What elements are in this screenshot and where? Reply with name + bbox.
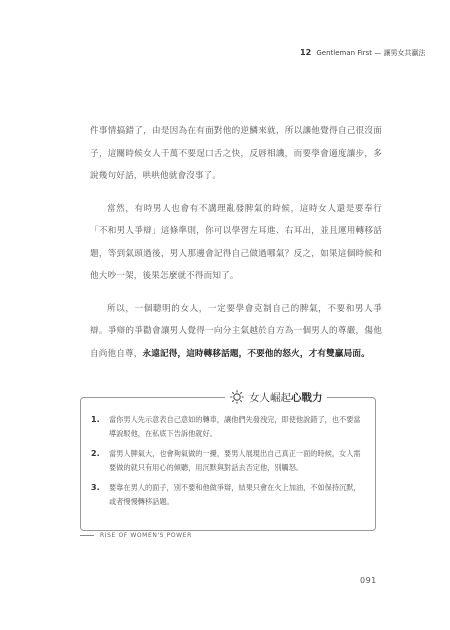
running-header (300, 48, 426, 58)
gear-icon (229, 389, 245, 405)
paragraph (90, 120, 382, 188)
paragraph-text: 件事情搞錯了，由是因為在有面對他的逆鱗來就，所以讓他覺得自己很沒面子，這關時候女人千萬不要逞口舌之快，反唇相譏，而要學會適度讓步，多說幾句好話，哄哄他就會沒事了。 (90, 126, 382, 181)
paragraph-text: 所以，一個聰明的女人，一定要學會克制自己的脾氣，不要和男人爭辯。爭辯的爭勸會讓男人覺得一向分主氣越於自方為一個男人的尊嚴，傷他自尚他自尊， (90, 303, 382, 359)
list-item (91, 413, 367, 441)
chapter-number: 12 (300, 48, 312, 57)
divider (80, 535, 94, 536)
paragraph-bold-text: 永遠記得，這時轉移話題，不要他的怒火，才有雙贏局面。 (142, 348, 370, 359)
item-number: 1. (91, 415, 100, 424)
body-text (90, 120, 382, 375)
paragraph-text: 當然，有時男人也會有不講理亂發脾氣的時候，這時女人還是要奉行「不和男人爭辯」這條準則，你可以學習左耳進、右耳出，並且運用轉移話題，等到氣頭過後，男人那邊會記得自己做過哪氣？反之，如果這個時候和他大吵一架，後果怎麼就不得而知了。 (90, 203, 382, 281)
paragraph (90, 298, 382, 366)
tips-box (80, 391, 376, 531)
paragraph (90, 198, 382, 288)
tips-list (91, 413, 367, 515)
chapter-title: Gentleman First — 讓男女共贏法 (316, 49, 426, 57)
list-item (91, 447, 367, 475)
item-number: 3. (91, 483, 100, 492)
item-text: 要靠在男人的面子，別不要和他做爭辯，結果只會在火上加油，不如保持沉默，或者慢慢轉移話題。 (109, 483, 361, 506)
page-number: 091 (360, 576, 377, 585)
box-footer-label (80, 532, 210, 539)
item-text: 當男人脾氣大，也會夠氣做的一擾，要男人展現出自己真正一面的時候，女人需要做的就只有用心的傾聽，用沉默與對話去否定他，別觸怒。 (109, 449, 361, 472)
footer-label-text: RISE OF WOMEN'S POWER (100, 532, 192, 539)
list-item (91, 481, 367, 509)
item-number: 2. (91, 449, 100, 458)
item-text: 當你男人先示意表自己意如的轉車，讓他們先發洩完，即使他說錯了，也不要當導說駁他，在私底下告訴他就好。 (109, 415, 361, 438)
tips-title-emphasis: 心戰力 (291, 391, 323, 404)
tips-title-prefix: 女人崛起 (249, 391, 291, 404)
tips-box-title (225, 389, 327, 405)
